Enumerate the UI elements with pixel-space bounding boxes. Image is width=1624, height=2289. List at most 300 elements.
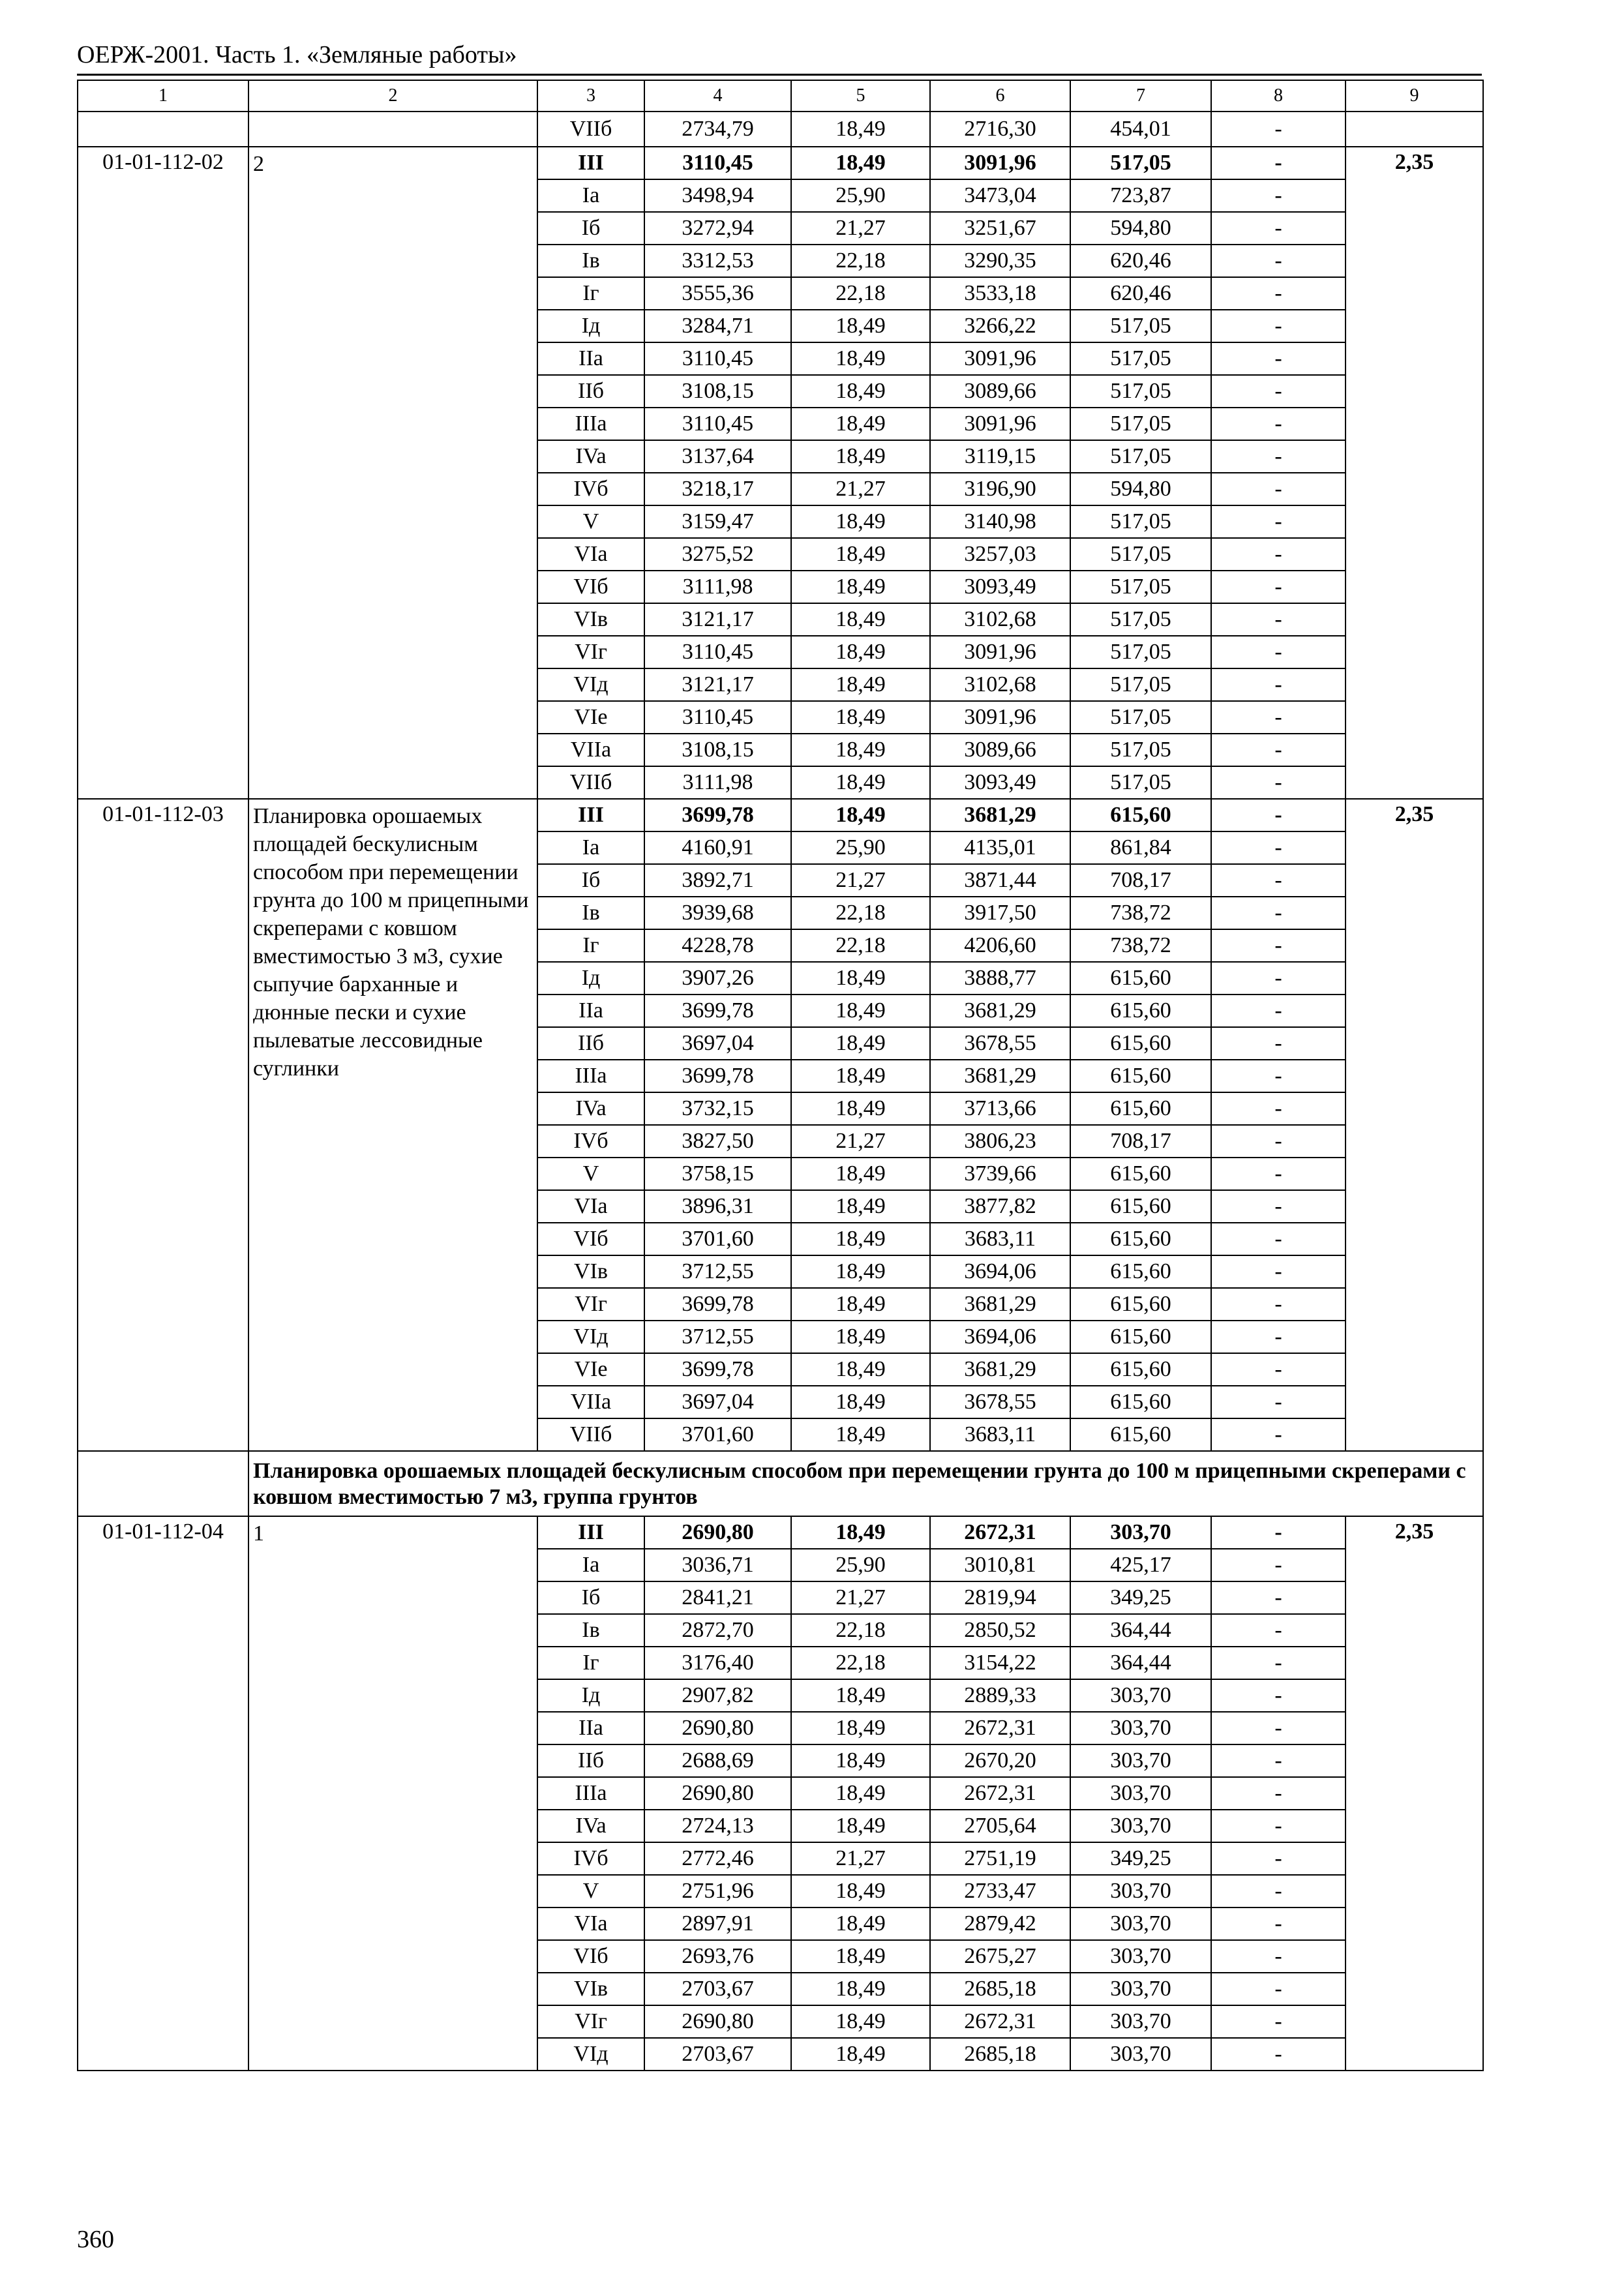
region-cell: VIг bbox=[537, 636, 644, 668]
page-number: 360 bbox=[77, 2226, 114, 2253]
total-cost-cell: 2703,67 bbox=[644, 1973, 791, 2005]
materials-cell: - bbox=[1211, 212, 1346, 245]
wages-cell: 18,49 bbox=[791, 440, 930, 473]
machines-cell: 3093,49 bbox=[930, 766, 1070, 799]
total-cost-cell: 3110,45 bbox=[644, 342, 791, 375]
wages-cell: 22,18 bbox=[791, 1647, 930, 1679]
machinists-wages-cell: 620,46 bbox=[1070, 245, 1211, 277]
wages-cell: 18,49 bbox=[791, 1386, 930, 1418]
total-cost-cell: 2690,80 bbox=[644, 1777, 791, 1810]
total-cost-cell: 3758,15 bbox=[644, 1158, 791, 1190]
wages-cell: 22,18 bbox=[791, 929, 930, 962]
column-header: 1 bbox=[78, 80, 248, 112]
wages-cell: 18,49 bbox=[791, 1255, 930, 1288]
machines-cell: 2716,30 bbox=[930, 112, 1070, 147]
materials-cell: - bbox=[1211, 864, 1346, 897]
total-cost-cell: 3697,04 bbox=[644, 1386, 791, 1418]
machinists-wages-cell: 615,60 bbox=[1070, 1418, 1211, 1451]
wages-cell: 22,18 bbox=[791, 277, 930, 310]
machinists-wages-cell: 615,60 bbox=[1070, 1158, 1211, 1190]
machines-cell: 2889,33 bbox=[930, 1679, 1070, 1712]
materials-cell: - bbox=[1211, 310, 1346, 342]
region-cell: IVб bbox=[537, 473, 644, 505]
machinists-wages-cell: 517,05 bbox=[1070, 505, 1211, 538]
section-blank-cell bbox=[78, 1451, 248, 1516]
table-body bbox=[78, 80, 1483, 2071]
machines-cell: 3091,96 bbox=[930, 342, 1070, 375]
total-cost-cell: 2690,80 bbox=[644, 2005, 791, 2038]
wages-cell: 22,18 bbox=[791, 1614, 930, 1647]
machinists-wages-cell: 517,05 bbox=[1070, 375, 1211, 408]
machinists-wages-cell: 723,87 bbox=[1070, 179, 1211, 212]
region-cell: Iв bbox=[537, 1614, 644, 1647]
total-cost-cell: 3939,68 bbox=[644, 897, 791, 929]
machines-cell: 3681,29 bbox=[930, 1288, 1070, 1321]
machinists-wages-cell: 454,01 bbox=[1070, 112, 1211, 147]
machinists-wages-cell: 517,05 bbox=[1070, 571, 1211, 603]
wages-cell: 18,49 bbox=[791, 701, 930, 734]
total-cost-cell: 3697,04 bbox=[644, 1027, 791, 1060]
region-cell: Iг bbox=[537, 929, 644, 962]
machines-cell: 3681,29 bbox=[930, 995, 1070, 1027]
wages-cell: 18,49 bbox=[791, 1516, 930, 1549]
work-name-cell: 2 bbox=[248, 147, 537, 799]
machinists-wages-cell: 615,60 bbox=[1070, 1288, 1211, 1321]
machinists-wages-cell: 303,70 bbox=[1070, 2038, 1211, 2071]
materials-cell: - bbox=[1211, 1810, 1346, 1842]
region-cell: III bbox=[537, 1516, 644, 1549]
region-cell: IIб bbox=[537, 1027, 644, 1060]
region-cell: VIIб bbox=[537, 1418, 644, 1451]
wages-cell: 22,18 bbox=[791, 245, 930, 277]
wages-cell: 18,49 bbox=[791, 1777, 930, 1810]
total-cost-cell: 3111,98 bbox=[644, 571, 791, 603]
total-cost-cell: 3110,45 bbox=[644, 636, 791, 668]
machinists-wages-cell: 517,05 bbox=[1070, 636, 1211, 668]
wages-cell: 18,49 bbox=[791, 668, 930, 701]
total-cost-cell: 2724,13 bbox=[644, 1810, 791, 1842]
machines-cell: 3713,66 bbox=[930, 1092, 1070, 1125]
machinists-wages-cell: 349,25 bbox=[1070, 1581, 1211, 1614]
column-header: 5 bbox=[791, 80, 930, 112]
machines-cell: 3917,50 bbox=[930, 897, 1070, 929]
total-cost-cell: 3699,78 bbox=[644, 1353, 791, 1386]
total-cost-cell: 3699,78 bbox=[644, 799, 791, 831]
materials-cell: - bbox=[1211, 636, 1346, 668]
materials-cell: - bbox=[1211, 1125, 1346, 1158]
total-cost-cell: 3827,50 bbox=[644, 1125, 791, 1158]
wages-cell: 18,49 bbox=[791, 375, 930, 408]
region-cell: VIIa bbox=[537, 1386, 644, 1418]
materials-cell: - bbox=[1211, 734, 1346, 766]
work-name-cell bbox=[248, 112, 537, 147]
machinists-wages-cell: 615,60 bbox=[1070, 1060, 1211, 1092]
region-cell: VIб bbox=[537, 1223, 644, 1255]
machines-cell: 3154,22 bbox=[930, 1647, 1070, 1679]
region-cell: IIIa bbox=[537, 1777, 644, 1810]
materials-cell: - bbox=[1211, 1875, 1346, 1908]
machines-cell: 2672,31 bbox=[930, 1777, 1070, 1810]
wages-cell: 18,49 bbox=[791, 2038, 930, 2071]
wages-cell: 25,90 bbox=[791, 179, 930, 212]
wages-cell: 18,49 bbox=[791, 1744, 930, 1777]
materials-cell: - bbox=[1211, 571, 1346, 603]
column-header-row bbox=[78, 80, 1483, 112]
materials-cell: - bbox=[1211, 897, 1346, 929]
region-cell: III bbox=[537, 799, 644, 831]
wages-cell: 18,49 bbox=[791, 603, 930, 636]
rate-code-cell: 01-01-112-04 bbox=[78, 1516, 248, 2071]
machines-cell: 3102,68 bbox=[930, 668, 1070, 701]
section-title: Планировка орошаемых площадей бескулисным способом при перемещении грунта до 100 м прицепными скреперами с ковшом вместимостью 7 м3, группа грунтов bbox=[248, 1451, 1483, 1516]
machinists-wages-cell: 303,70 bbox=[1070, 1679, 1211, 1712]
materials-cell: - bbox=[1211, 1190, 1346, 1223]
region-cell: Iб bbox=[537, 1581, 644, 1614]
region-cell: IVб bbox=[537, 1842, 644, 1875]
machinists-wages-cell: 303,70 bbox=[1070, 1712, 1211, 1744]
table-row bbox=[78, 112, 1483, 147]
wages-cell: 18,49 bbox=[791, 147, 930, 179]
machinists-wages-cell: 303,70 bbox=[1070, 1810, 1211, 1842]
region-cell: VIe bbox=[537, 701, 644, 734]
machinists-wages-cell: 615,60 bbox=[1070, 1027, 1211, 1060]
machines-cell: 2751,19 bbox=[930, 1842, 1070, 1875]
labor-cell: 2,35 bbox=[1346, 147, 1483, 799]
total-cost-cell: 2897,91 bbox=[644, 1908, 791, 1940]
machines-cell: 2819,94 bbox=[930, 1581, 1070, 1614]
machines-cell: 3257,03 bbox=[930, 538, 1070, 571]
wages-cell: 21,27 bbox=[791, 212, 930, 245]
machinists-wages-cell: 708,17 bbox=[1070, 864, 1211, 897]
labor-cell: 2,35 bbox=[1346, 799, 1483, 1451]
machines-cell: 3266,22 bbox=[930, 310, 1070, 342]
machinists-wages-cell: 738,72 bbox=[1070, 929, 1211, 962]
machines-cell: 3251,67 bbox=[930, 212, 1070, 245]
labor-cell: 2,35 bbox=[1346, 1516, 1483, 2071]
total-cost-cell: 3701,60 bbox=[644, 1418, 791, 1451]
materials-cell: - bbox=[1211, 1614, 1346, 1647]
machines-cell: 3877,82 bbox=[930, 1190, 1070, 1223]
machines-cell: 3694,06 bbox=[930, 1321, 1070, 1353]
materials-cell: - bbox=[1211, 1516, 1346, 1549]
machinists-wages-cell: 615,60 bbox=[1070, 1353, 1211, 1386]
header-rule bbox=[77, 74, 1482, 76]
materials-cell: - bbox=[1211, 505, 1346, 538]
wages-cell: 21,27 bbox=[791, 473, 930, 505]
region-cell: VIд bbox=[537, 668, 644, 701]
total-cost-cell: 3272,94 bbox=[644, 212, 791, 245]
wages-cell: 18,49 bbox=[791, 1223, 930, 1255]
wages-cell: 18,49 bbox=[791, 1288, 930, 1321]
wages-cell: 18,49 bbox=[791, 1060, 930, 1092]
region-cell: Iв bbox=[537, 897, 644, 929]
materials-cell: - bbox=[1211, 179, 1346, 212]
machinists-wages-cell: 303,70 bbox=[1070, 1875, 1211, 1908]
materials-cell: - bbox=[1211, 1223, 1346, 1255]
wages-cell: 22,18 bbox=[791, 897, 930, 929]
materials-cell: - bbox=[1211, 2005, 1346, 2038]
region-cell: IIIa bbox=[537, 1060, 644, 1092]
region-cell: VIIa bbox=[537, 734, 644, 766]
machinists-wages-cell: 620,46 bbox=[1070, 277, 1211, 310]
total-cost-cell: 3110,45 bbox=[644, 408, 791, 440]
total-cost-cell: 3110,45 bbox=[644, 147, 791, 179]
materials-cell: - bbox=[1211, 995, 1346, 1027]
materials-cell: - bbox=[1211, 473, 1346, 505]
machinists-wages-cell: 517,05 bbox=[1070, 310, 1211, 342]
region-cell: VIIб bbox=[537, 112, 644, 147]
region-cell: VIд bbox=[537, 2038, 644, 2071]
total-cost-cell: 4160,91 bbox=[644, 831, 791, 864]
total-cost-cell: 3121,17 bbox=[644, 668, 791, 701]
machines-cell: 3888,77 bbox=[930, 962, 1070, 995]
machinists-wages-cell: 615,60 bbox=[1070, 995, 1211, 1027]
page-header: ОЕРЖ-2001. Часть 1. «Земляные работы» bbox=[77, 41, 517, 68]
region-cell: Iв bbox=[537, 245, 644, 277]
machines-cell: 3091,96 bbox=[930, 636, 1070, 668]
region-cell: VIe bbox=[537, 1353, 644, 1386]
materials-cell: - bbox=[1211, 408, 1346, 440]
work-name-cell: 1 bbox=[248, 1516, 537, 2071]
wages-cell: 18,49 bbox=[791, 734, 930, 766]
machines-cell: 3683,11 bbox=[930, 1418, 1070, 1451]
wages-cell: 25,90 bbox=[791, 831, 930, 864]
materials-cell: - bbox=[1211, 668, 1346, 701]
machines-cell: 3010,81 bbox=[930, 1549, 1070, 1581]
materials-cell: - bbox=[1211, 1712, 1346, 1744]
machinists-wages-cell: 615,60 bbox=[1070, 799, 1211, 831]
rate-code-cell bbox=[78, 112, 248, 147]
wages-cell: 18,49 bbox=[791, 310, 930, 342]
machinists-wages-cell: 425,17 bbox=[1070, 1549, 1211, 1581]
machines-cell: 3089,66 bbox=[930, 375, 1070, 408]
machinists-wages-cell: 615,60 bbox=[1070, 1321, 1211, 1353]
materials-cell: - bbox=[1211, 277, 1346, 310]
materials-cell: - bbox=[1211, 112, 1346, 147]
wages-cell: 18,49 bbox=[791, 1418, 930, 1451]
total-cost-cell: 3036,71 bbox=[644, 1549, 791, 1581]
machines-cell: 3091,96 bbox=[930, 701, 1070, 734]
region-cell: VIд bbox=[537, 1321, 644, 1353]
region-cell: VIIб bbox=[537, 766, 644, 799]
wages-cell: 18,49 bbox=[791, 962, 930, 995]
region-cell: Iг bbox=[537, 277, 644, 310]
total-cost-cell: 3159,47 bbox=[644, 505, 791, 538]
work-name-cell: Планировка орошаемых площадей бескулисным способом при перемещении грунта до 100 м прицепными скреперами с ковшом вместимостью 3 м3, сухие сыпучие барханные и дюнные пески и сухие пылеватые лессовидные суглинки bbox=[248, 799, 537, 1451]
wages-cell: 18,49 bbox=[791, 1875, 930, 1908]
machinists-wages-cell: 615,60 bbox=[1070, 1092, 1211, 1125]
machinists-wages-cell: 615,60 bbox=[1070, 1386, 1211, 1418]
materials-cell: - bbox=[1211, 147, 1346, 179]
materials-cell: - bbox=[1211, 1288, 1346, 1321]
machinists-wages-cell: 615,60 bbox=[1070, 1255, 1211, 1288]
machines-cell: 2879,42 bbox=[930, 1908, 1070, 1940]
total-cost-cell: 4228,78 bbox=[644, 929, 791, 962]
region-cell: Iг bbox=[537, 1647, 644, 1679]
machines-cell: 3533,18 bbox=[930, 277, 1070, 310]
column-header: 9 bbox=[1346, 80, 1483, 112]
total-cost-cell: 3712,55 bbox=[644, 1321, 791, 1353]
wages-cell: 18,49 bbox=[791, 538, 930, 571]
total-cost-cell: 2690,80 bbox=[644, 1712, 791, 1744]
total-cost-cell: 3699,78 bbox=[644, 995, 791, 1027]
region-cell: VIв bbox=[537, 1255, 644, 1288]
materials-cell: - bbox=[1211, 440, 1346, 473]
machinists-wages-cell: 517,05 bbox=[1070, 408, 1211, 440]
total-cost-cell: 3121,17 bbox=[644, 603, 791, 636]
machines-cell: 3739,66 bbox=[930, 1158, 1070, 1190]
machinists-wages-cell: 517,05 bbox=[1070, 766, 1211, 799]
column-header: 2 bbox=[248, 80, 537, 112]
machines-cell: 3089,66 bbox=[930, 734, 1070, 766]
wages-cell: 21,27 bbox=[791, 1581, 930, 1614]
machines-cell: 3681,29 bbox=[930, 1353, 1070, 1386]
wages-cell: 18,49 bbox=[791, 1190, 930, 1223]
region-cell: VIa bbox=[537, 1190, 644, 1223]
total-cost-cell: 2703,67 bbox=[644, 2038, 791, 2071]
machinists-wages-cell: 594,80 bbox=[1070, 473, 1211, 505]
total-cost-cell: 2907,82 bbox=[644, 1679, 791, 1712]
wages-cell: 18,49 bbox=[791, 995, 930, 1027]
machines-cell: 2670,20 bbox=[930, 1744, 1070, 1777]
column-header: 8 bbox=[1211, 80, 1346, 112]
wages-cell: 18,49 bbox=[791, 1321, 930, 1353]
machinists-wages-cell: 861,84 bbox=[1070, 831, 1211, 864]
total-cost-cell: 3907,26 bbox=[644, 962, 791, 995]
wages-cell: 18,49 bbox=[791, 1908, 930, 1940]
machinists-wages-cell: 517,05 bbox=[1070, 701, 1211, 734]
wages-cell: 18,49 bbox=[791, 571, 930, 603]
column-header: 6 bbox=[930, 80, 1070, 112]
machinists-wages-cell: 303,70 bbox=[1070, 1973, 1211, 2005]
wages-cell: 21,27 bbox=[791, 1842, 930, 1875]
machines-cell: 3196,90 bbox=[930, 473, 1070, 505]
materials-cell: - bbox=[1211, 1973, 1346, 2005]
machinists-wages-cell: 517,05 bbox=[1070, 734, 1211, 766]
column-header: 7 bbox=[1070, 80, 1211, 112]
rate-code-cell: 01-01-112-03 bbox=[78, 799, 248, 1451]
region-cell: VIб bbox=[537, 571, 644, 603]
wages-cell: 18,49 bbox=[791, 1679, 930, 1712]
machinists-wages-cell: 303,70 bbox=[1070, 1777, 1211, 1810]
machinists-wages-cell: 303,70 bbox=[1070, 1908, 1211, 1940]
machines-cell: 3806,23 bbox=[930, 1125, 1070, 1158]
materials-cell: - bbox=[1211, 962, 1346, 995]
machines-cell: 3091,96 bbox=[930, 408, 1070, 440]
materials-cell: - bbox=[1211, 1027, 1346, 1060]
machinists-wages-cell: 615,60 bbox=[1070, 1223, 1211, 1255]
machinists-wages-cell: 517,05 bbox=[1070, 603, 1211, 636]
machinists-wages-cell: 364,44 bbox=[1070, 1647, 1211, 1679]
materials-cell: - bbox=[1211, 799, 1346, 831]
region-cell: IVa bbox=[537, 1092, 644, 1125]
region-cell: VIв bbox=[537, 1973, 644, 2005]
materials-cell: - bbox=[1211, 2038, 1346, 2071]
machines-cell: 2672,31 bbox=[930, 1516, 1070, 1549]
machinists-wages-cell: 517,05 bbox=[1070, 538, 1211, 571]
region-cell: III bbox=[537, 147, 644, 179]
region-cell: VIa bbox=[537, 538, 644, 571]
machines-cell: 4206,60 bbox=[930, 929, 1070, 962]
total-cost-cell: 3111,98 bbox=[644, 766, 791, 799]
table-row bbox=[78, 1516, 1483, 1549]
wages-cell: 18,49 bbox=[791, 799, 930, 831]
wages-cell: 21,27 bbox=[791, 864, 930, 897]
machines-cell: 3871,44 bbox=[930, 864, 1070, 897]
machines-cell: 3473,04 bbox=[930, 179, 1070, 212]
rate-code-cell: 01-01-112-02 bbox=[78, 147, 248, 799]
region-cell: IVa bbox=[537, 440, 644, 473]
wages-cell: 18,49 bbox=[791, 1940, 930, 1973]
materials-cell: - bbox=[1211, 1060, 1346, 1092]
region-cell: IVa bbox=[537, 1810, 644, 1842]
total-cost-cell: 3699,78 bbox=[644, 1060, 791, 1092]
wages-cell: 25,90 bbox=[791, 1549, 930, 1581]
total-cost-cell: 2841,21 bbox=[644, 1581, 791, 1614]
materials-cell: - bbox=[1211, 831, 1346, 864]
total-cost-cell: 2693,76 bbox=[644, 1940, 791, 1973]
machines-cell: 2672,31 bbox=[930, 2005, 1070, 2038]
materials-cell: - bbox=[1211, 342, 1346, 375]
total-cost-cell: 3108,15 bbox=[644, 375, 791, 408]
wages-cell: 18,49 bbox=[791, 1973, 930, 2005]
region-cell: Ia bbox=[537, 179, 644, 212]
machines-cell: 2685,18 bbox=[930, 2038, 1070, 2071]
machinists-wages-cell: 615,60 bbox=[1070, 1190, 1211, 1223]
machines-cell: 3694,06 bbox=[930, 1255, 1070, 1288]
total-cost-cell: 3712,55 bbox=[644, 1255, 791, 1288]
total-cost-cell: 3892,71 bbox=[644, 864, 791, 897]
machinists-wages-cell: 303,70 bbox=[1070, 1940, 1211, 1973]
total-cost-cell: 3137,64 bbox=[644, 440, 791, 473]
machines-cell: 2685,18 bbox=[930, 1973, 1070, 2005]
machines-cell: 3681,29 bbox=[930, 1060, 1070, 1092]
region-cell: VIa bbox=[537, 1908, 644, 1940]
machines-cell: 3290,35 bbox=[930, 245, 1070, 277]
wages-cell: 18,49 bbox=[791, 2005, 930, 2038]
machines-cell: 2850,52 bbox=[930, 1614, 1070, 1647]
section-title-row bbox=[78, 1451, 1483, 1516]
machinists-wages-cell: 517,05 bbox=[1070, 342, 1211, 375]
total-cost-cell: 2772,46 bbox=[644, 1842, 791, 1875]
total-cost-cell: 3284,71 bbox=[644, 310, 791, 342]
region-cell: IIa bbox=[537, 1712, 644, 1744]
machinists-wages-cell: 594,80 bbox=[1070, 212, 1211, 245]
region-cell: IVб bbox=[537, 1125, 644, 1158]
region-cell: Ia bbox=[537, 1549, 644, 1581]
machinists-wages-cell: 349,25 bbox=[1070, 1842, 1211, 1875]
region-cell: IIa bbox=[537, 995, 644, 1027]
machines-cell: 2705,64 bbox=[930, 1810, 1070, 1842]
total-cost-cell: 3108,15 bbox=[644, 734, 791, 766]
region-cell: IIб bbox=[537, 1744, 644, 1777]
materials-cell: - bbox=[1211, 1908, 1346, 1940]
wages-cell: 18,49 bbox=[791, 342, 930, 375]
wages-cell: 18,49 bbox=[791, 766, 930, 799]
materials-cell: - bbox=[1211, 538, 1346, 571]
total-cost-cell: 3176,40 bbox=[644, 1647, 791, 1679]
machinists-wages-cell: 738,72 bbox=[1070, 897, 1211, 929]
machines-cell: 3119,15 bbox=[930, 440, 1070, 473]
materials-cell: - bbox=[1211, 1158, 1346, 1190]
machinists-wages-cell: 517,05 bbox=[1070, 440, 1211, 473]
total-cost-cell: 3312,53 bbox=[644, 245, 791, 277]
region-cell: VIв bbox=[537, 603, 644, 636]
machines-cell: 2675,27 bbox=[930, 1940, 1070, 1973]
materials-cell: - bbox=[1211, 1744, 1346, 1777]
region-cell: V bbox=[537, 1158, 644, 1190]
machinists-wages-cell: 708,17 bbox=[1070, 1125, 1211, 1158]
